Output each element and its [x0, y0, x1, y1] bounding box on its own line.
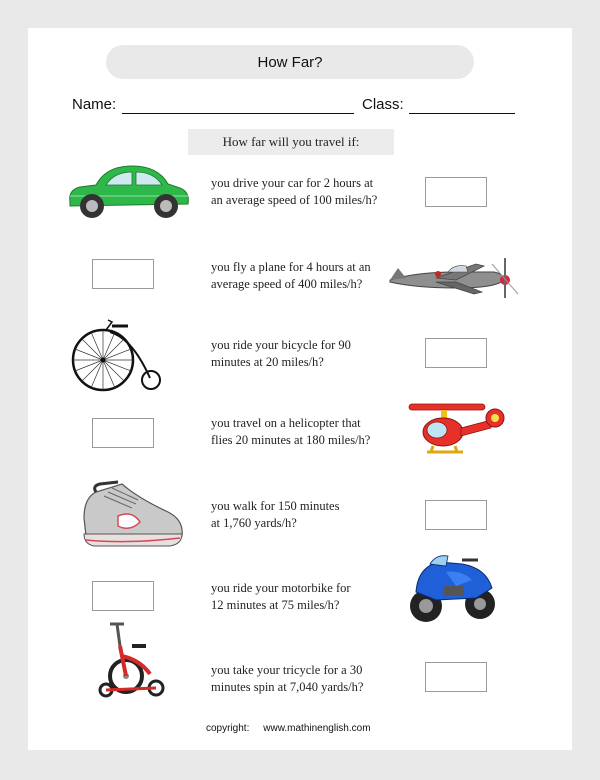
question-2	[211, 259, 401, 293]
car-picture	[62, 160, 194, 222]
copyright-label: copyright:	[206, 723, 250, 734]
question-7-line-1: you take your tricycle for a 30	[211, 663, 363, 677]
question-3-line-2: minutes at 20 miles/h?	[211, 355, 324, 369]
question-6-line-1: you ride your motorbike for	[211, 581, 351, 595]
worksheet-subtitle: How far will you travel if:	[188, 129, 394, 155]
question-1	[211, 175, 401, 209]
sneaker-picture	[78, 478, 188, 554]
answer-box-7[interactable]	[425, 662, 487, 692]
answer-box-4[interactable]	[92, 418, 154, 448]
question-2-line-2: average speed of 400 miles/h?	[211, 277, 363, 291]
question-5	[211, 498, 401, 532]
helicopter-picture	[405, 398, 509, 460]
question-5-line-1: you walk for 150 minutes	[211, 499, 340, 513]
question-6-line-2: 12 minutes at 75 miles/h?	[211, 598, 340, 612]
question-4	[211, 415, 401, 449]
question-3	[211, 337, 401, 371]
answer-box-5[interactable]	[425, 500, 487, 530]
question-2-line-1: you fly a plane for 4 hours at an	[211, 260, 371, 274]
question-4-line-2: flies 20 minutes at 180 miles/h?	[211, 433, 371, 447]
name-field[interactable]	[122, 113, 354, 114]
copyright-link[interactable]: www.mathinenglish.com	[263, 723, 371, 734]
motorbike-picture	[406, 552, 498, 626]
name-label: Name:	[72, 96, 117, 113]
question-7-line-2: minutes spin at 7,040 yards/h?	[211, 680, 364, 694]
question-4-line-1: you travel on a helicopter that	[211, 416, 361, 430]
worksheet-title: How Far?	[106, 45, 474, 79]
copyright-line	[206, 723, 371, 734]
question-1-line-1: you drive your car for 2 hours at	[211, 176, 374, 190]
question-6	[211, 580, 401, 614]
bicycle-picture	[70, 318, 166, 396]
class-field[interactable]	[409, 113, 515, 114]
answer-box-2[interactable]	[92, 259, 154, 289]
answer-box-1[interactable]	[425, 177, 487, 207]
question-3-line-1: you ride your bicycle for 90	[211, 338, 351, 352]
question-5-line-2: at 1,760 yards/h?	[211, 516, 297, 530]
class-label: Class:	[362, 96, 404, 113]
question-7	[211, 662, 401, 696]
answer-box-6[interactable]	[92, 581, 154, 611]
tricycle-picture	[96, 616, 168, 704]
answer-box-3[interactable]	[425, 338, 487, 368]
plane-picture	[386, 250, 526, 300]
question-1-line-2: an average speed of 100 miles/h?	[211, 193, 378, 207]
